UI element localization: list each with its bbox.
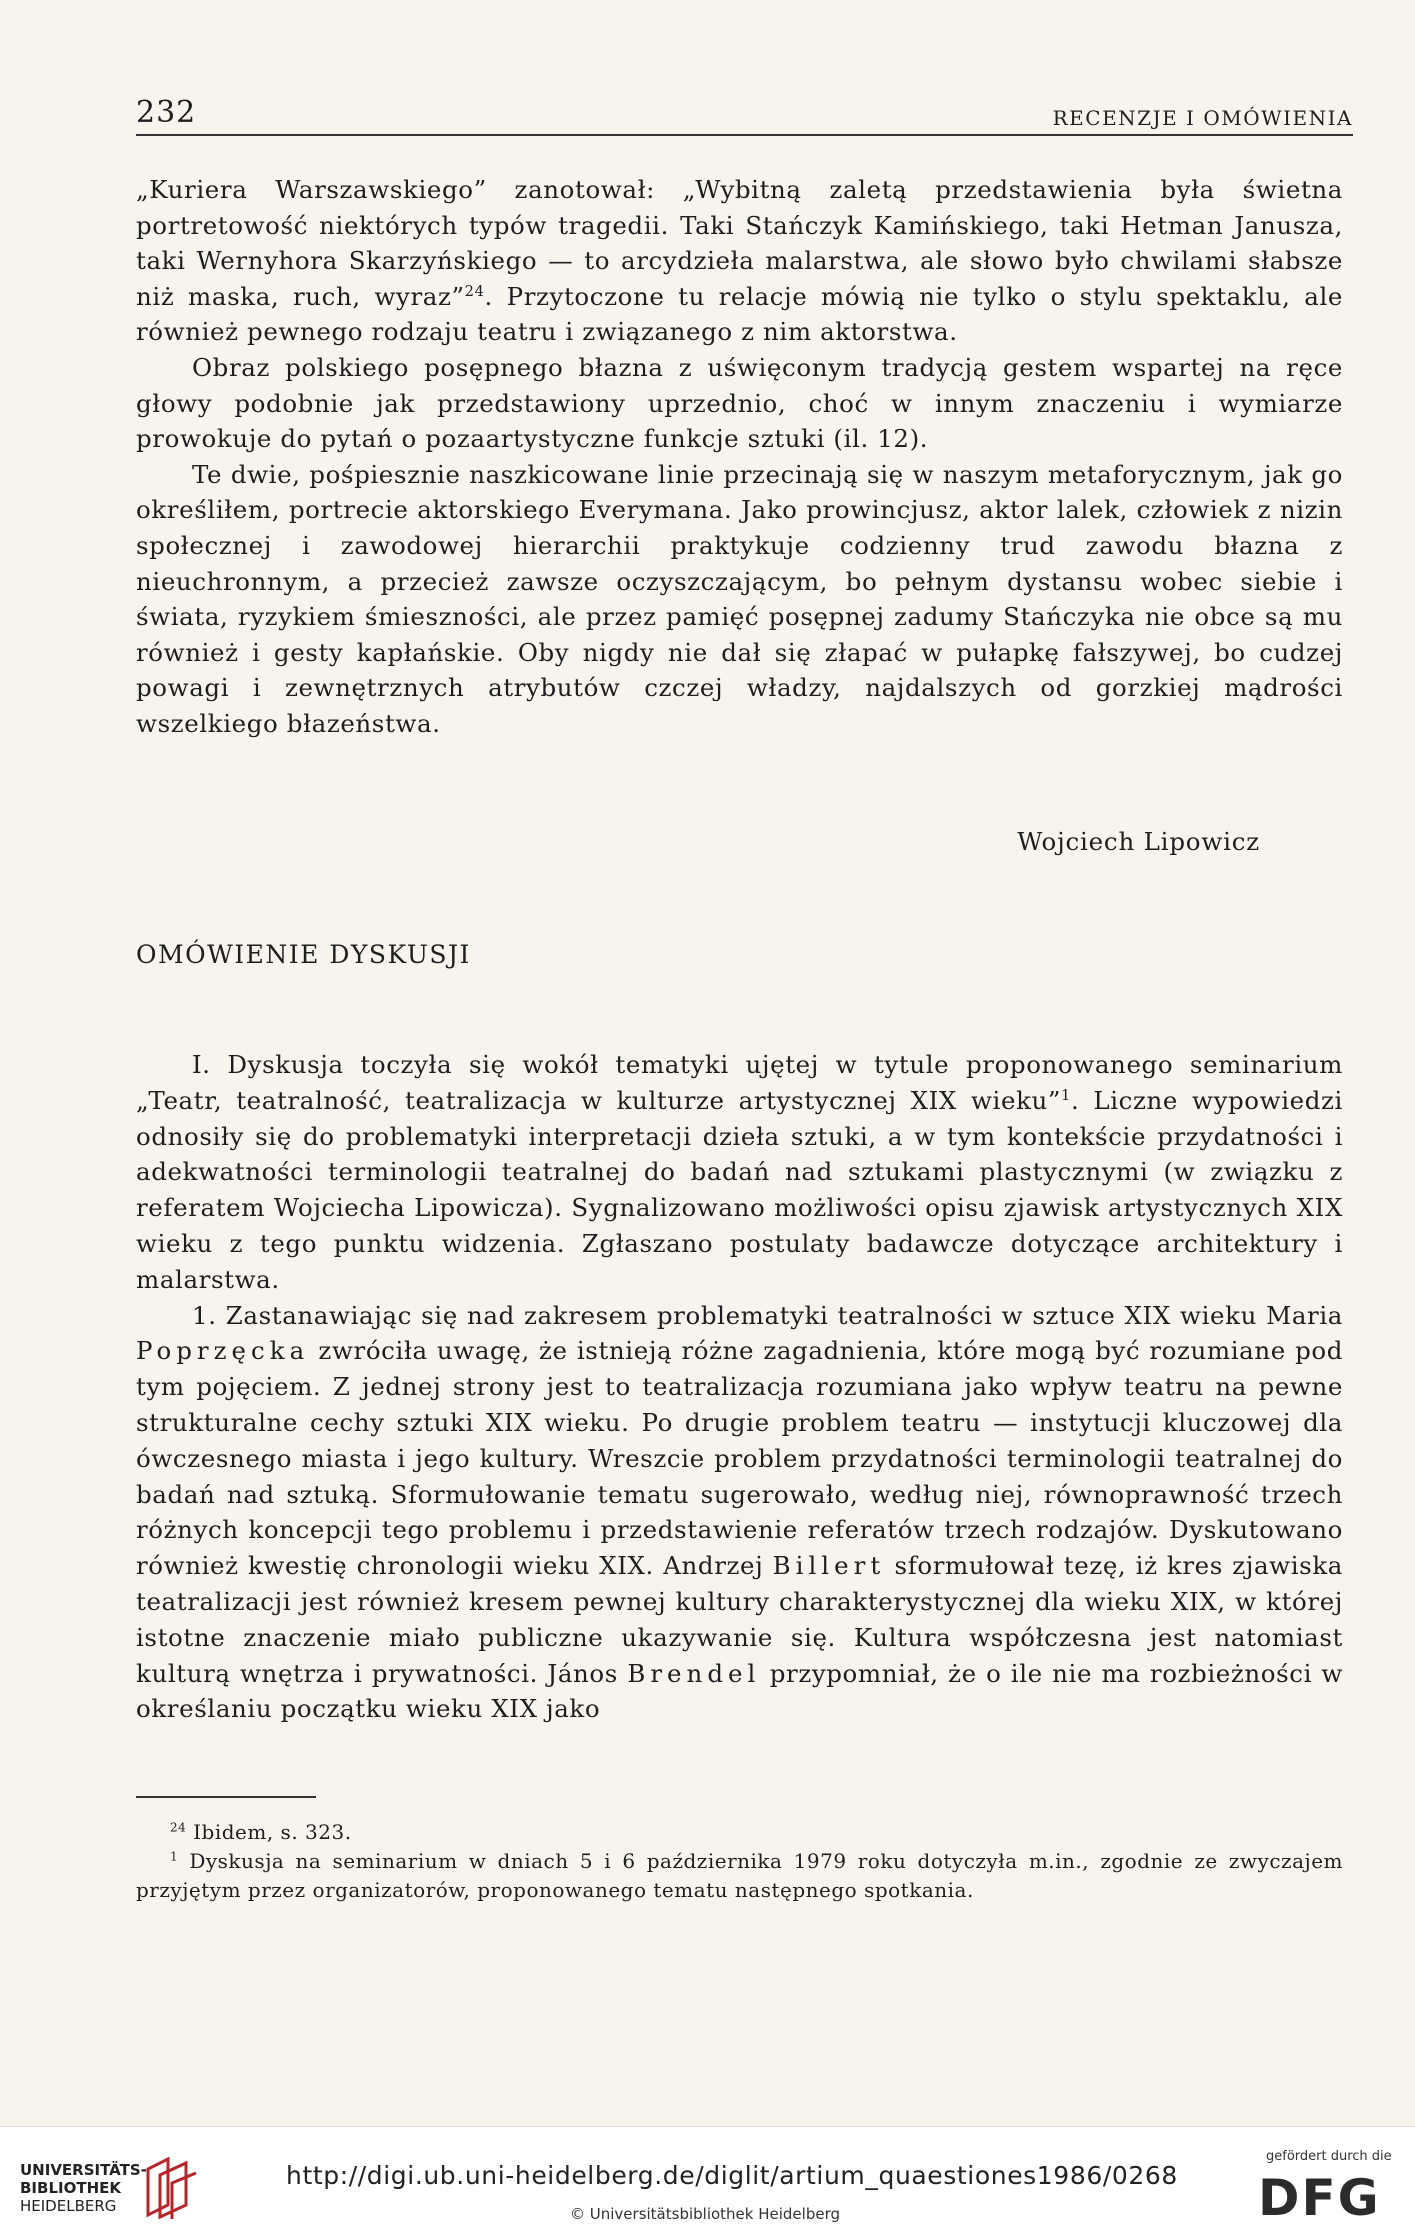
person-name-poprzecka: Poprzęcka	[136, 1336, 310, 1366]
running-head: RECENZJE I OMÓWIENIA	[1052, 106, 1353, 130]
copyright-notice: © Universitätsbibliothek Heidelberg	[570, 2205, 841, 2223]
discussion-paragraph-2-part-a: 1. Zastanawiając się nad zakresem problematyki teatralności w sztuce XIX wieku Maria	[192, 1300, 1343, 1330]
review-paragraph-1-text: „Kuriera Warszawskiego” zanotował: „Wybitną zaletą przedstawienia była świetna portretowość niektórych typów tragedii. Taki Stańczyk Kamińskiego, taki Hetman Janusza, taki Wernyhora Skarzyńskiego — to arcydzieła malarstwa, ale słowo było chwilami słabsze niż maska, ruch, wyraz”	[136, 175, 1343, 311]
discussion-paragraph-2	[136, 1298, 1343, 1728]
discussion-paragraph-2-part-c: sformułował tezę, iż kres zjawiska teatralizacji jest również kresem pewnej kultury charakterystycznej dla wieku XIX, w której istotne znaczenie miało publiczne ukazywanie się. Kultura współczesna jest natomiast kulturą wnętrza i prywatności. János	[136, 1551, 1343, 1688]
review-paragraph-1	[136, 172, 1343, 350]
page-header	[136, 90, 1353, 136]
footnote-1-number: 1	[170, 1849, 179, 1864]
review-paragraph-2: Obraz polskiego posępnego błazna z uświęconym tradycją gestem wspartej na ręce głowy podobnie jak przedstawiony uprzednio, choć w innym znaczeniu i wymiarze prowokuje do pytań o pozaartystyczne funkcje sztuki (il. 12).	[136, 352, 1343, 454]
review-paragraph-1-tail: . Przytoczone tu relacje mówią nie tylko o stylu spektaklu, ale również pewnego rodzaju teatru i związanego z nim aktorstwa.	[136, 281, 1343, 347]
library-logo-icon	[138, 2153, 200, 2223]
footnote-ref-24: 24	[464, 282, 485, 300]
library-name-line-2: BIBLIOTHEK	[20, 2179, 121, 2197]
discussion-paragraph-2-part-d: przypomniał, że o ile nie ma rozbieżności w określaniu początku wieku XIX jako	[136, 1658, 1343, 1724]
author-signature: Wojciech Lipowicz	[1017, 827, 1260, 856]
review-paragraph-3: Te dwie, pośpiesznie naszkicowane linie przecinają się w naszym metaforycznym, jak go określiłem, portrecie aktorskiego Everymana. Jako prowincjusz, aktor lalek, człowiek z nizin społecznej i zawodowej hierarchii praktykuje codzienny trud zawodu błazna z nieuchronnym, a przecież zawsze oczyszczającym, bo pełnym dystansu wobec siebie i świata, ryzykiem śmieszności, ale przez pamięć posępnej zadumy Stańczyka nie obce są mu również i gesty kapłańskie. Oby nigdy nie dał się złapać w pułapkę fałszywej, bo cudzej powagi i zewnętrznych atrybutów czczej władzy, najdalszych od gorzkiej mądrości wszelkiego błazeństwa.	[136, 459, 1343, 738]
review-body	[136, 172, 1343, 742]
footnote-1	[136, 1847, 1343, 1905]
footnote-24	[136, 1818, 1343, 1847]
page-number: 232	[136, 95, 197, 130]
person-name-brendel: Brendel	[627, 1658, 761, 1688]
footnotes	[136, 1818, 1343, 1905]
footnote-rule	[136, 1796, 316, 1798]
discussion-body	[136, 1047, 1343, 1727]
digitization-footer	[0, 2126, 1415, 2240]
library-name-line-1: UNIVERSITÄTS-	[20, 2161, 147, 2179]
dfg-logo: DFG	[1258, 2169, 1381, 2227]
footnote-ref-1: 1	[1061, 1086, 1071, 1104]
footnote-1-text: Dyskusja na seminarium w dniach 5 i 6 października 1979 roku dotyczyła m.in., zgodnie ze zwyczajem przyjętym przez organizatorów, proponowanego tematu następnego spotkania.	[136, 1849, 1343, 1902]
discussion-paragraph-1-text: I. Dyskusja toczyła się wokół tematyki ujętej w tytule proponowanego seminarium „Teatr, teatralność, teatralizacja w kulturze artystycznej XIX wieku”	[136, 1050, 1343, 1115]
library-name	[20, 2161, 147, 2215]
discussion-paragraph-1-tail: . Liczne wypowiedzi odnosiły się do problematyki interpretacji dzieła sztuki, a w tym kontekście przydatności i adekwatności terminologii teatralnej do badań nad sztukami plastycznymi (w związku z referatem Wojciecha Lipowicza). Sygnalizowano możliwości opisu zjawisk artystycznych XIX wieku z tego punktu widzenia. Zgłaszano postulaty badawcze dotyczące architektury i malarstwa.	[136, 1085, 1343, 1294]
footnote-24-number: 24	[170, 1820, 187, 1835]
footnote-24-text: Ibidem, s. 323.	[186, 1820, 352, 1844]
section-heading: OMÓWIENIE DYSKUSJI	[136, 940, 471, 969]
discussion-paragraph-2-part-b: zwróciła uwagę, że istnieją różne zagadnienia, które mogą być rozumiane pod tym pojęciem. Z jednej strony jest to teatralizacja rozumiana jako wpływ teatru na pewne strukturalne cechy sztuki XIX wieku. Po drugie problem teatru — instytucji kluczowej dla ówczesnego miasta i jego kultury. Wreszcie problem przydatności terminologii teatralnej do badań nad sztuką. Sformułowanie tematu sugerowało, według niej, równoprawność trzech różnych koncepcji tego problemu i przedstawienie referatów trzech rodzajów. Dyskutowano również kwestię chronologii wieku XIX. Andrzej	[136, 1336, 1343, 1581]
library-name-line-3: HEIDELBERG	[20, 2197, 117, 2215]
dfg-caption: gefördert durch die	[1266, 2149, 1392, 2164]
discussion-paragraph-1	[136, 1047, 1343, 1298]
person-name-billert: Billert	[772, 1551, 886, 1581]
permalink-url[interactable]: http://digi.ub.uni-heidelberg.de/diglit/artium_quaestiones1986/0268	[286, 2161, 1178, 2190]
